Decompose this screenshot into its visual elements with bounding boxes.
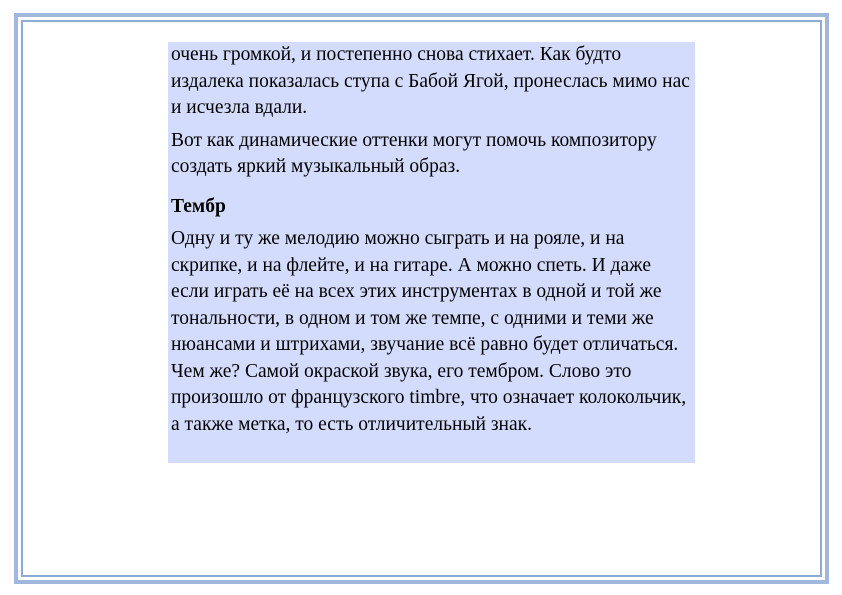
text-box	[168, 42, 695, 463]
paragraph-intro: очень громкой, и постепенно снова стихает. Как будто издалека показалась ступа с Бабой Ягой, пронеслась мимо нас и исчезла вдали.	[171, 44, 690, 118]
paragraph-timbre: Одну и ту же мелодию можно сыграть и на рояле, и на скрипке, и на флейте, и на гитаре. А можно спеть. И даже если играть её на всех этих инструментах в одной и той же тональности, в одном и том же темпе, с одними и теми же нюансами и штрихами, звучание всё равно будет отличаться. Чем же? Самой окраской звука, его тембром. Слово это произошло от французского timbre, что означает колокольчик, а также метка, то есть отличительный знак.	[171, 228, 687, 435]
paragraph-conclusion: Вот как динамические оттенки могут помочь композитору создать яркий музыкальный образ.	[171, 129, 657, 177]
section-heading: Тембр	[171, 195, 226, 217]
